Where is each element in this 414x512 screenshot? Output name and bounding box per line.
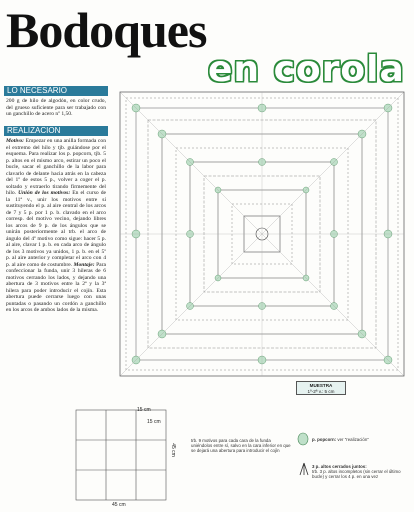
- popcorn-symbol: [296, 432, 310, 446]
- legend-alto: [312, 464, 402, 479]
- legend-alto-label: 3 p. altos cerrados juntos:: [312, 464, 367, 469]
- section-header-realizacion: REALIZACION: [4, 126, 108, 136]
- assembly-note: trb. 9 motivos para cada cara de la funda uniéndolos entre sí, salvo en la cara inferior en que se dejará una abertura para introducir el cojín: [191, 438, 291, 453]
- legend-popcorn: [312, 437, 402, 442]
- legend-popcorn-text: ver "realización": [337, 437, 369, 442]
- label-union: Unión de los motivos:: [18, 190, 71, 196]
- label-motivo: Motivo:: [6, 138, 25, 144]
- dim-45-vertical: 45 cm: [169, 443, 176, 457]
- dim-15-horizontal: 15 cm: [137, 407, 151, 413]
- legend-popcorn-label: p. popcorn:: [312, 437, 337, 442]
- necesario-text: 200 g de hilo de algodón, en color crudo, del grueso suficiente para ser trabajado con un ganchillo de acero nº 1,50.: [6, 98, 106, 117]
- assembly-diagram: [66, 402, 186, 507]
- three-trebles-symbol: [298, 462, 310, 476]
- realizacion-para-2: En el curso de la 11ª v., unir los motivos entre sí sustituyendo el p. al aire central de los arcos de 7 y 5 p. por 1 p. b. clavado en el arco corresp. del motivo vecino, dejando libres los arcos de 9 p. de los ángulos que se unirán posteriormente al trb. el arco de ángulo del 4º motivo como sigue: hacer 5 p. al aire, clavar 1 p. b. en cada arco de ángulo de los 3 motivos ya unidos, 1 p. b. en el 5º p. al aire anterior y completar el arco con 4 p. al aire como de costumbre.: [6, 190, 106, 268]
- label-montaje: Montaje:: [73, 261, 95, 268]
- realizacion-text: [6, 138, 106, 400]
- section-header-necesario: LO NECESARIO: [4, 86, 108, 96]
- dim-45-horizontal: 45 cm: [112, 502, 126, 508]
- muestra-box: [296, 381, 346, 395]
- crochet-chart: [112, 88, 412, 383]
- realizacion-para-3: Para confeccionar la funda, unir 3 hileras de 6 motivos cerrando los lados, y dejando una abertura de 3 motivos entre la 2ª y la 3ª hilera para poder introducir el cojín. Esta abertura puede cerrarse luego con unas puntadas o pasando un cordón a ganchillo en los arcos de ambos lados de la misma.: [6, 261, 106, 313]
- muestra-title: MUESTRA: [309, 383, 333, 388]
- muestra-text: 1º-2ª v.: 5 cm: [307, 388, 335, 394]
- page-title: Bodoques: [6, 2, 207, 58]
- legend-alto-text: trb. 3 p. altos incompletos (sin cerrar el último bucle) y cerrar los 4 p. en una vez: [312, 469, 401, 479]
- dim-15-vertical: 15 cm: [147, 419, 161, 425]
- realizacion-para-1: Empezar en una anilla formada con el extremo del hilo y tjb. guiándose por el esquema. Para realizar los p. popcorn, tjb. 5 p. altos en el mismo arco, estirar un poco el bucle, sacar el ganchillo de la labor para clavarlo de delante hacia atrás en la cabeza del 1º de estos 5 p., volver a coger el p. soltado y extraerlo tirando firmemente del hilo.: [6, 138, 106, 196]
- page-subtitle: en corola: [208, 49, 405, 90]
